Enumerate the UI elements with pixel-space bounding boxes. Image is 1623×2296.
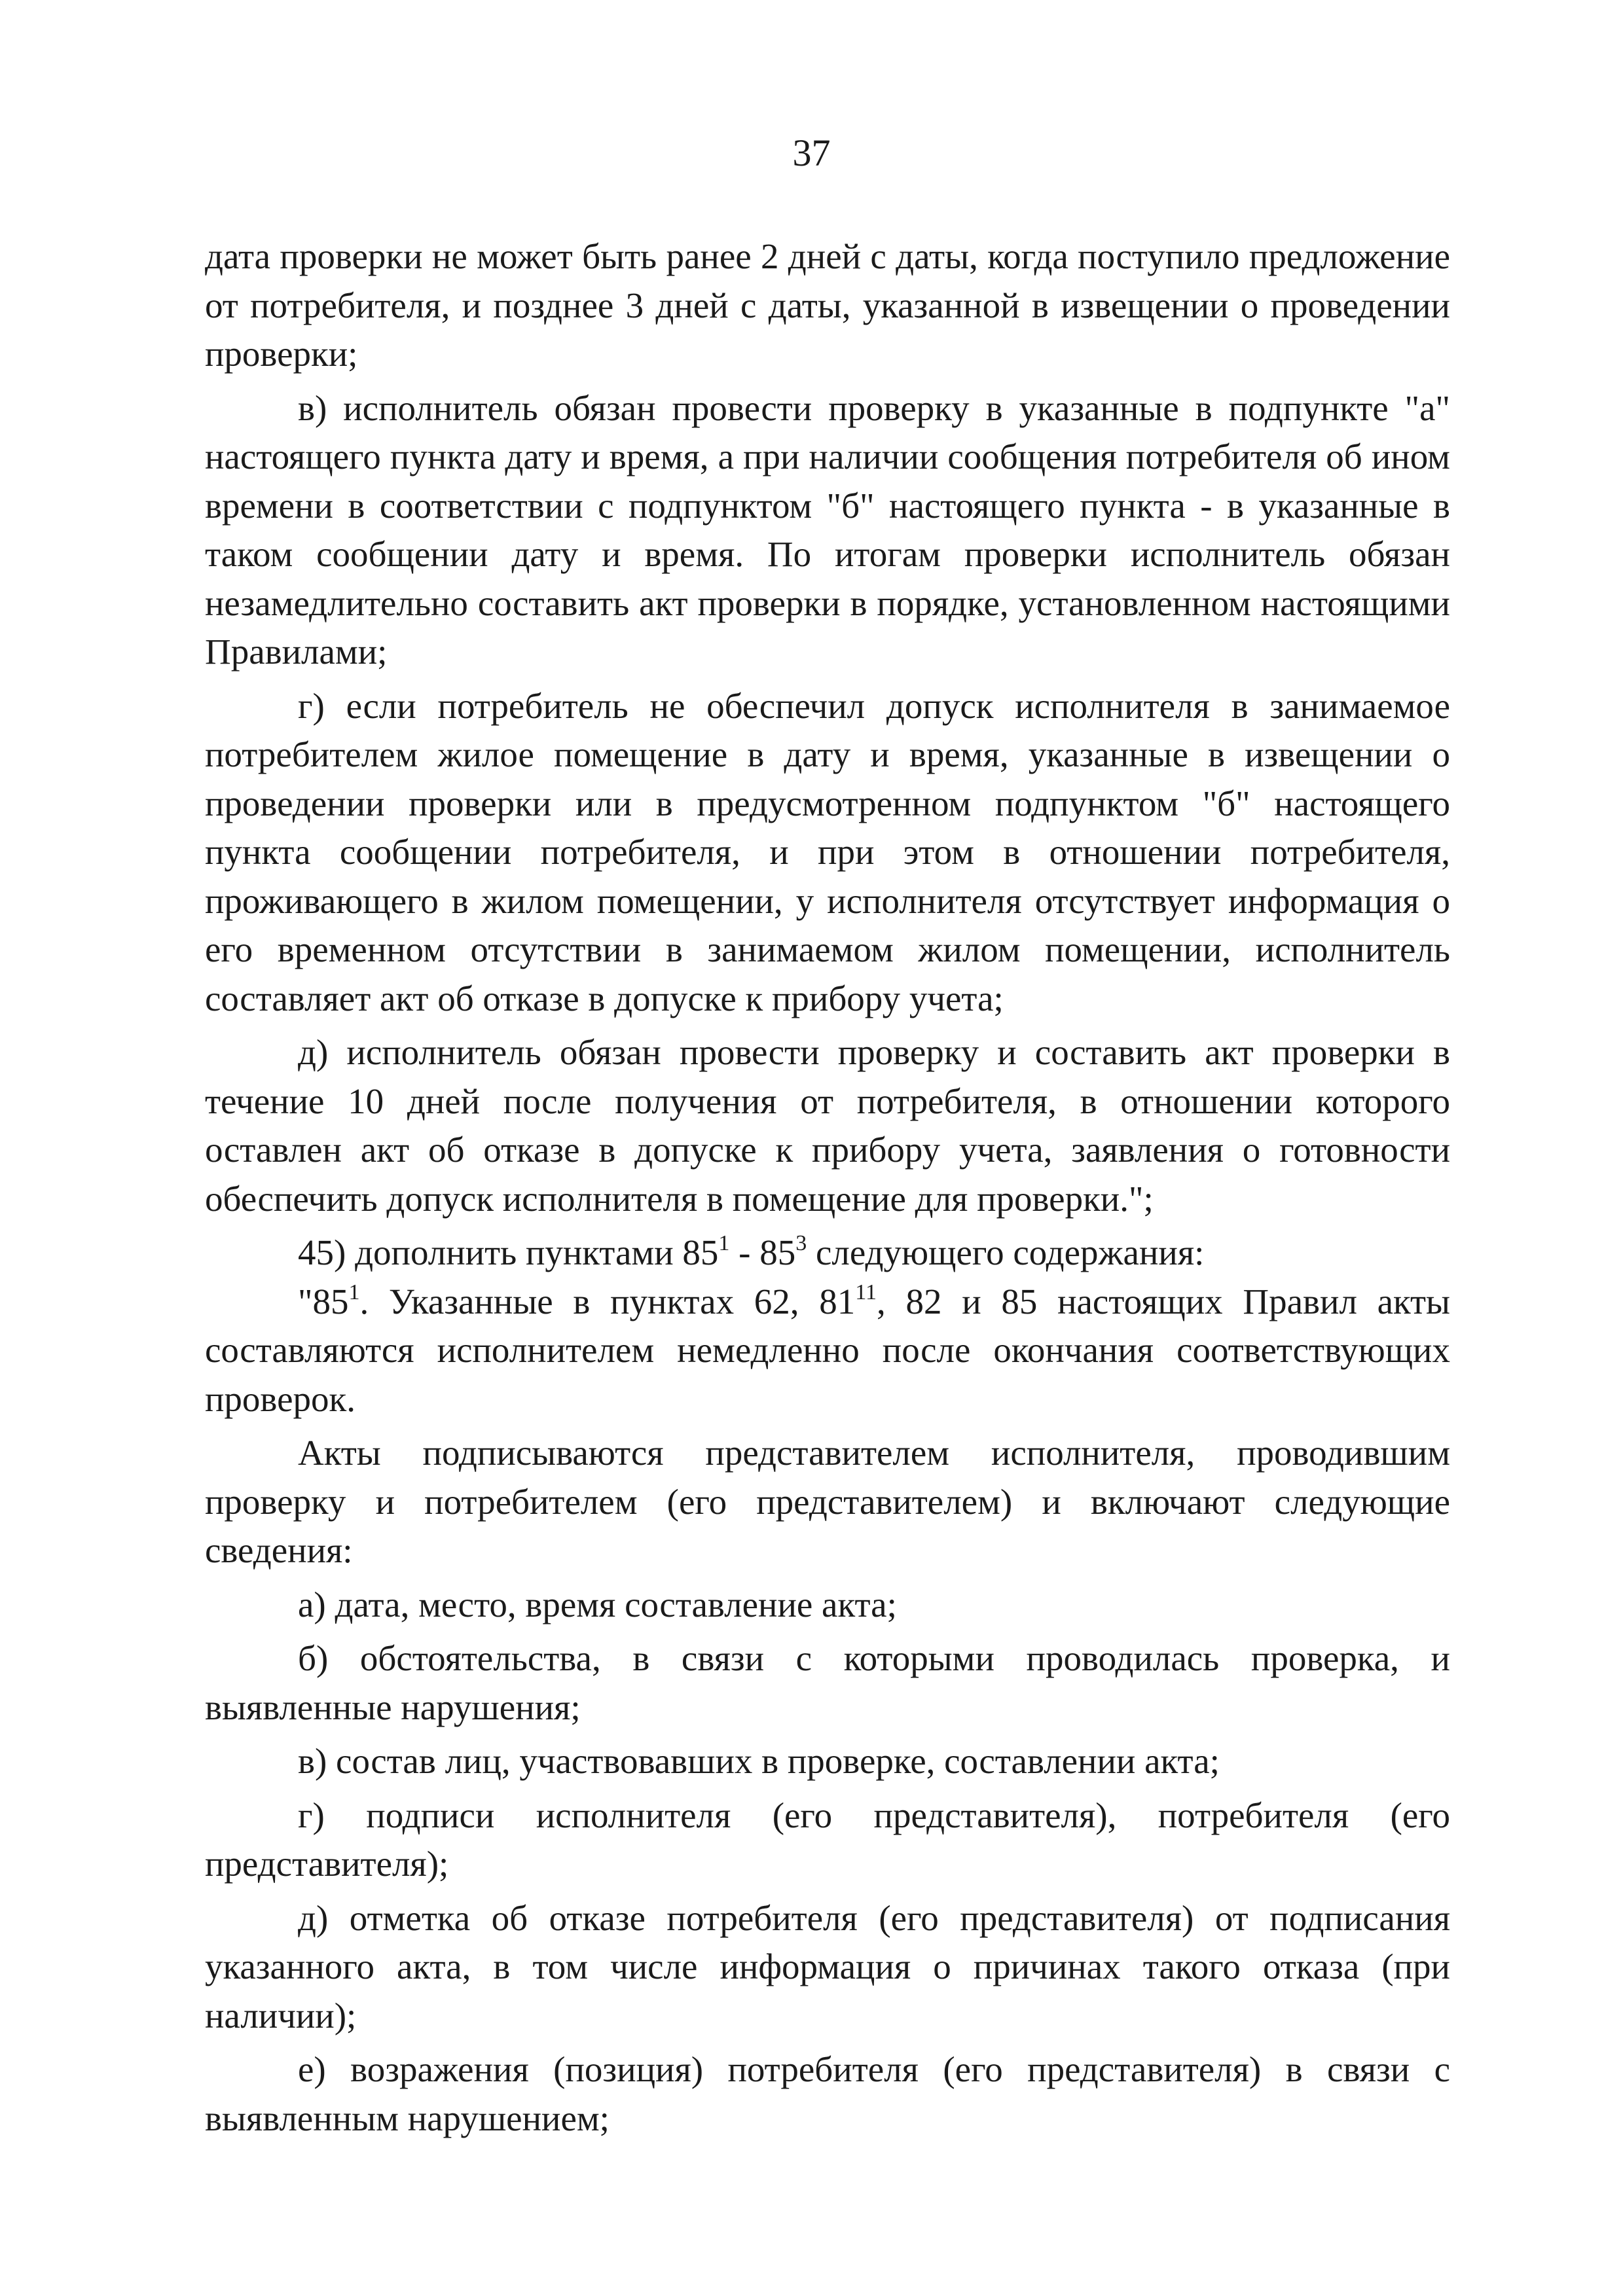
paragraph-point-45 xyxy=(205,1229,1450,1278)
superscript: 1 xyxy=(348,1280,360,1304)
document-body xyxy=(205,232,1450,2143)
paragraph-item-v: в) исполнитель обязан провести проверку в указанные в подпункте "а" настоящего пункта дату и время, а при наличии сообщения потребителя об ином времени в соответствии с подпунктом "б" настоящего пункта - в указанные в таком сообщении дату и время. По итогам проверки исполнитель обязан незамедлительно составить акт проверки в порядке, установленном настоящими Правилами; xyxy=(205,387,1450,672)
paragraph-point-85-text-b: . Указанные в пунктах 62, 81 xyxy=(359,1281,856,1321)
paragraph-point-85-text-a: "85 xyxy=(298,1281,349,1321)
page-number: 37 xyxy=(792,132,831,174)
superscript: 11 xyxy=(855,1280,877,1304)
paragraph-point-45-text-b: - 85 xyxy=(729,1232,796,1272)
paragraph-item-d: д) исполнитель обязан провести проверку и составить акт проверки в течение 10 дней после получения от потребителя, в отношении которого оставлен акт об отказе в допуске к прибору учета, заявления о готовности обеспечить допуск исполнителя в помещение для проверки."; xyxy=(205,1032,1450,1219)
list-item-e: е) возражения (позиция) потребителя (его представителя) в связи с выявленным нарушением; xyxy=(205,2049,1450,2138)
list-item-b: б) обстоятельства, в связи с которыми проводилась проверка, и выявленные нарушения; xyxy=(205,1638,1450,1727)
list-item-v: в) состав лиц, участвовавших в проверке, составлении акта; xyxy=(298,1741,1220,1781)
paragraph-item-g: г) если потребитель не обеспечил допуск исполнителя в занимаемое потребителем жилое помещение в дату и время, указанные в извещении о проведении проверки или в предусмотренном подпунктом "б" настоящего пункта сообщении потребителя, и при этом в отношении потребителя, проживающего в жилом помещении, у исполнителя отсутствует информация о его временном отсутствии в занимаемом жилом помещении, исполнитель составляет акт об отказе в допуске к прибору учета; xyxy=(205,685,1450,1018)
paragraph-continuation: дата проверки не может быть ранее 2 дней с даты, когда поступило предложение от потребителя, и позднее 3 дней с даты, указанной в извещении о проведении проверки; xyxy=(205,236,1450,374)
paragraph-acts-signed: Акты подписываются представителем исполнителя, проводившим проверку и потребителем (его представителем) и включают следующие сведения: xyxy=(205,1433,1450,1570)
list-item-a: а) дата, место, время составление акта; xyxy=(298,1584,897,1624)
paragraph-point-45-text-c: следующего содержания: xyxy=(807,1232,1205,1272)
superscript: 3 xyxy=(795,1231,807,1255)
list-item-d: д) отметка об отказе потребителя (его представителя) от подписания указанного акта, в том числе информация о причинах такого отказа (при наличии); xyxy=(205,1897,1450,2036)
list-item-g: г) подписи исполнителя (его представителя), потребителя (его представителя); xyxy=(205,1795,1450,1884)
paragraph-point-85-1 xyxy=(205,1278,1450,1424)
paragraph-point-45-text-a: 45) дополнить пунктами 85 xyxy=(298,1232,719,1272)
paragraph-point-85-text-c: , 82 и 85 настоящих Правил акты составляются исполнителем немедленно после окончания соответствующих проверок. xyxy=(205,1281,1450,1419)
superscript: 1 xyxy=(718,1231,730,1255)
